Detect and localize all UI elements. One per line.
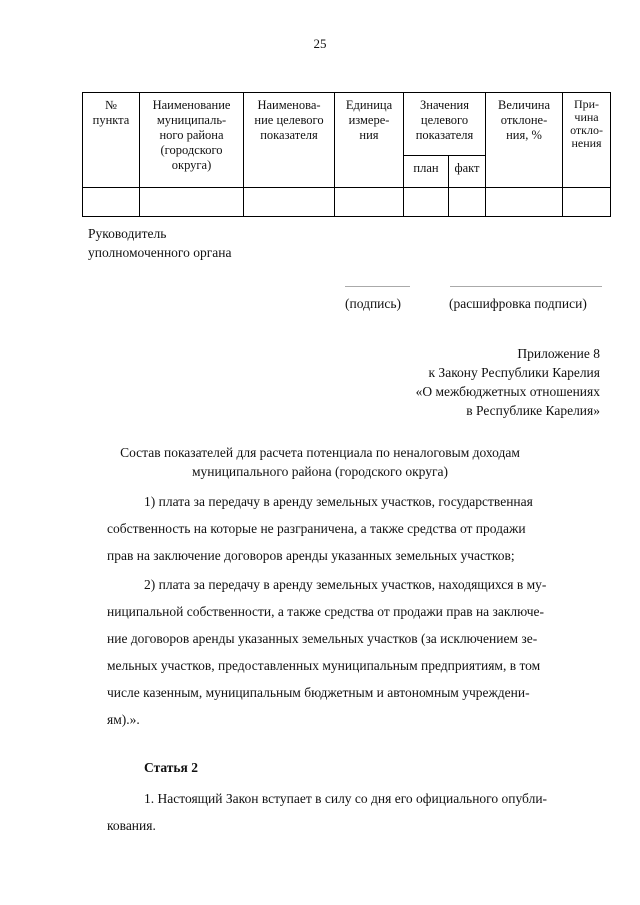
paragraph-2: 2) плата за передачу в аренду земельных участков, находящихся в му- ниципальной собственности, а также средства от продажи прав на заключе- ние договоров аренды указанных земельных участков (за исключением зе- мельных участков, предоставленных муниципальным предприятиям, в том числе казенным, муниципальным бюджетным и автономным учреждени- ям).». (107, 577, 547, 727)
signature-line (345, 286, 410, 287)
header-plan: план (404, 156, 449, 188)
head-of-authority-label: Руководитель уполномоченного органа (88, 226, 232, 260)
header-deviation: Величина отклоне- ния, % (486, 93, 563, 188)
page-number: 25 (313, 36, 327, 51)
table-row (83, 188, 611, 217)
paragraph-3: 1. Настоящий Закон вступает в силу со дня его официального опубли- кования. (107, 791, 548, 833)
header-fact: факт (449, 156, 486, 188)
paragraph-1: 1) плата за передачу в аренду земельных участков, государственная собственность на которые не разграничена, а также средства от продажи прав на заключение договоров аренды указанных земельных участков; (107, 494, 533, 563)
appendix-heading: Приложение 8 к Закону Республики Карелия «О межбюджетных отношениях в Республике Карелия» (415, 346, 600, 418)
indicator-report-table (82, 92, 611, 217)
header-values: Значения целевого показателя (404, 93, 486, 156)
article-title: Статья 2 (144, 760, 198, 775)
header-reason: При- чина откло- нения (563, 93, 611, 188)
composition-title: Состав показателей для расчета потенциала по неналоговым доходам муниципального района (городского округа) (120, 445, 520, 479)
header-municipality: Наименование муниципаль- ного района (городского округа) (140, 93, 244, 188)
header-item-no: № пункта (83, 93, 140, 188)
signature-transcript-line (450, 286, 602, 287)
signature-caption: (подпись) (345, 296, 402, 311)
signature-transcript-caption: (расшифровка подписи) (449, 296, 587, 311)
header-unit: Единица измере- ния (335, 93, 404, 188)
header-indicator: Наименова- ние целевого показателя (244, 93, 335, 188)
